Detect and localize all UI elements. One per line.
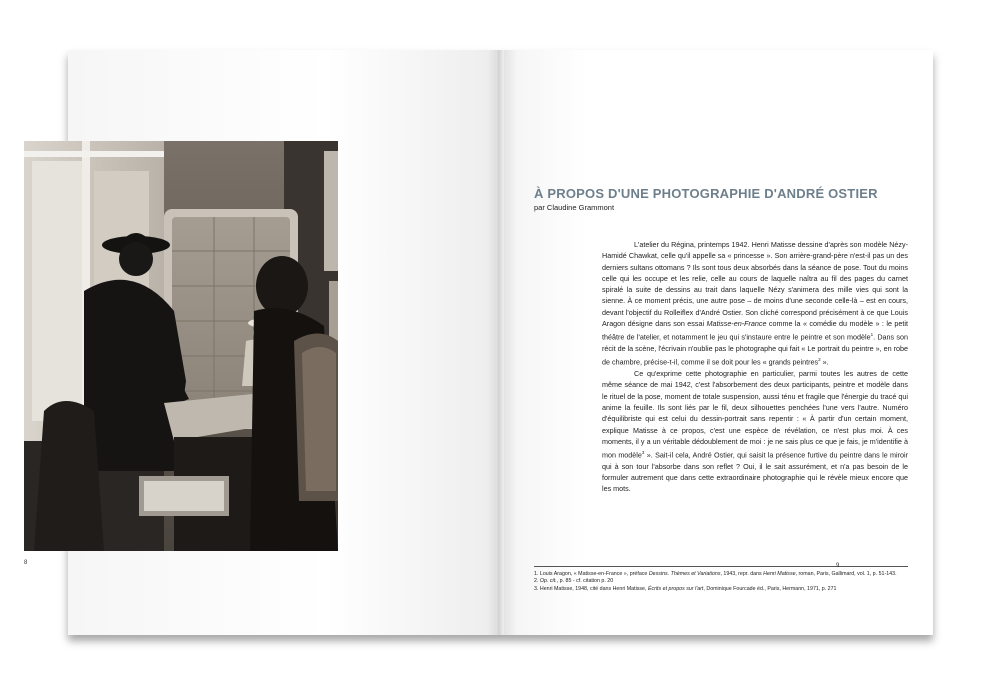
paragraph-1-text-3: . Dans son récit de la scène, l'écrivain n'oublie pas le photographe qui fait « Le portrait du peintre », en robe de chambre, précise-t-il, comme il se doit pour les « grands peintres bbox=[602, 332, 909, 367]
footnote-3-text-2: , Dominique Fourcade éd., Paris, Hermann, 1971, p. 271 bbox=[703, 585, 837, 592]
paragraph-2 bbox=[602, 368, 908, 495]
footnote-1-text-3: , roman, Paris, Gallimard, vol. 1, p. 51-143. bbox=[795, 571, 897, 577]
footnote-1-text: 1. Louis Aragon, « Matisse-en-France », préface bbox=[534, 571, 649, 577]
article-byline: par Claudine Grammont bbox=[534, 203, 615, 212]
article-title: À PROPOS D'UNE PHOTOGRAPHIE D'ANDRÉ OSTIER bbox=[534, 186, 878, 201]
footnote-ref-3: 3 bbox=[641, 450, 645, 456]
article-body bbox=[602, 239, 908, 495]
page-number-right: 9 bbox=[836, 563, 840, 569]
footnote-1-italic: Dessins. Thèmes et Variations bbox=[648, 571, 721, 577]
footnote-2-text-2: , p. 85 - cf. citation p. 20 bbox=[556, 578, 614, 585]
footnote-2-italic: Op. cit. bbox=[539, 578, 557, 585]
footnote-1 bbox=[534, 571, 914, 578]
footnote-3-text: 3. Henri Matisse, 1948, cité dans Henri Matisse, bbox=[534, 585, 648, 592]
footnote-3 bbox=[534, 586, 914, 593]
paragraph-1-text: L'atelier du Régina, printemps 1942. Henri Matisse dessine d'après son modèle Nézy-Hamidé Chawkat, celle qu'il appelle sa « princesse ». Son arrière-grand-père n'est-il pas un des derniers sultans ottomans ? Ils sont tous deux absorbés dans la séance de pose. Tout du moins celle qui les occupe et les relie, celle au cours de laquelle naîtra au fil des pages du carnet spiralé la suite de dessins au trait dans laquelle Nézy s'animera des mille vies qui sont la sienne. À ce moment précis, une autre pose – de moins d'une seconde celle-là – est en cours, devant l'objectif du Rolleiflex d'André Ostier. Son cliché correspond précisément à ce que Louis Aragon désigne dans son essai bbox=[602, 240, 908, 329]
photograph bbox=[24, 141, 338, 551]
footnote-2-text: 2. bbox=[534, 578, 540, 585]
book-gutter bbox=[498, 50, 504, 635]
page-number-left: 8 bbox=[24, 560, 28, 566]
book-title-italic: Matisse-en-France bbox=[706, 319, 767, 329]
paragraph-1-text-2: comme la « comédie du modèle » : le petit théâtre de l'atelier, et notamment le jeu qui s'instaure entre le peintre et son modèle bbox=[602, 319, 908, 342]
footnote-ref-2: 2 bbox=[818, 357, 821, 363]
footnote-1-italic-2: Henri Matisse bbox=[763, 571, 796, 577]
footnotes-rule bbox=[534, 566, 908, 567]
footnote-2 bbox=[534, 578, 914, 585]
paragraph-1-text-4: ». bbox=[820, 357, 829, 367]
footnote-3-italic: Écrits et propos sur l'art bbox=[647, 585, 704, 592]
paragraph-2-text-2: ». Sait-il cela, André Ostier, qui saisit la présence furtive du peintre dans le miroir qui à son tour l'absorbe dans son reflet ? Oui, il le sait assurément, et n'a pas besoin de le formuler autrement que dans cette extraordinaire photographie qui le révèle mieux encore que les mots. bbox=[602, 450, 908, 494]
footnote-1-text-2: , 1943, repr. dans bbox=[720, 571, 764, 577]
paragraph-2-text: Ce qu'exprime cette photographie en particulier, parmi toutes les autres de cette même séance de mai 1942, c'est l'absorbement des deux participants, peintre et modèle dans le rituel de la pose, moment de totale suspension, aussi ténu et fragile que l'énergie du tracé qui anime la feuille. Ils sont liés par le fil, deux silhouettes penchées l'une vers l'autre. Numéro d'équilibriste qui est celui du dessin-portrait sans repentir : « À partir d'un certain moment, explique Matisse à ce propos, c'est une espèce de révélation, ce n'est plus moi. À ces moments, il y a un véritable dédoublement de moi : je ne sais plus ce que je fais, je m'identifie à mon modèle bbox=[602, 369, 908, 460]
paragraph-1 bbox=[602, 239, 908, 368]
footnote-ref-1: 1 bbox=[870, 332, 874, 338]
footnotes bbox=[534, 571, 914, 593]
